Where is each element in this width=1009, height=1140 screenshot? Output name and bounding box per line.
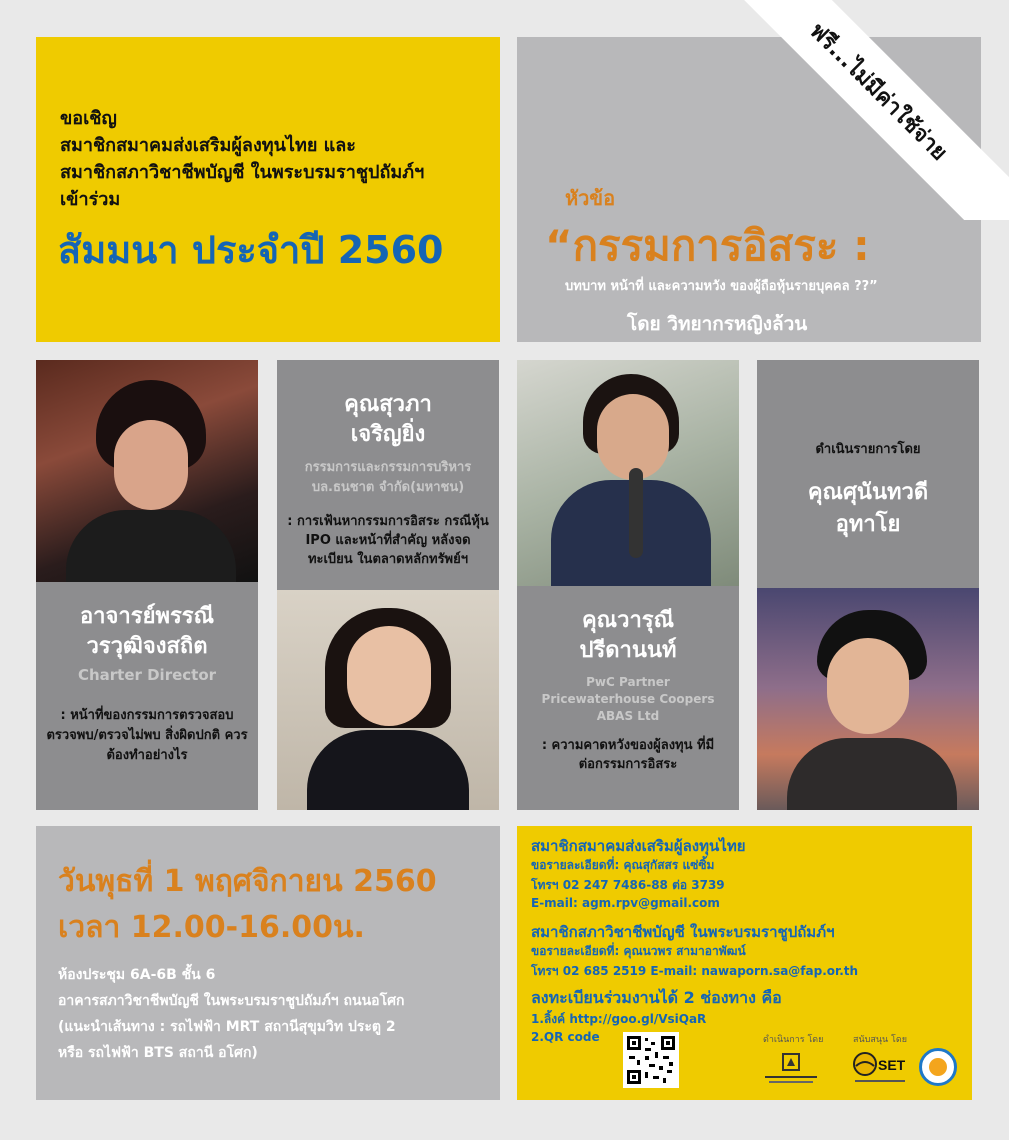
invite-line-4: เข้าร่วม [60, 189, 121, 210]
org1-email[interactable]: E-mail: agm.rpv@gmail.com [531, 896, 720, 910]
speaker-2-role-2: บล.ธนชาต จำกัด(มหาชน) [311, 480, 465, 495]
topic-label: หัวข้อ [565, 186, 616, 210]
speaker-1-role: Charter Director [77, 666, 217, 684]
event-date: วันพุธที่ 1 พฤศจิกายน 2560 [58, 864, 437, 899]
invitation-panel [36, 37, 500, 342]
register-title: ลงทะเบียนร่วมงานได้ 2 ช่องทาง คือ [531, 988, 782, 1007]
moderator-body [787, 738, 957, 810]
speaker-1-photo [36, 360, 258, 582]
speaker-3-role: PwC Partner Pricewaterhouse Coopers ABAS Ltd [541, 675, 715, 723]
speaker-2-face [347, 626, 431, 726]
speaker-2-panel [277, 360, 499, 612]
event-venue-2: อาคารสภาวิชาชีพบัญชี ในพระบรมราชูปถัมภ์ฯ ถนนอโศก [58, 993, 405, 1009]
org2-title: สมาชิกสภาวิชาชีพบัญชี ในพระบรมราชูปถัมภ์ฯ [531, 923, 835, 941]
speaker-1-topic: : หน้าที่ของกรรมการตรวจสอบ ตรวจพบ/ตรวจไม่พบ สิ่งผิดปกติ ควรต้องทำอย่างไร [46, 708, 248, 763]
register-qr-label: 2.QR code [531, 1030, 600, 1044]
org1-detail: ขอรายละเอียดที่: คุณสุกัสสร แซ่ซิ้ม [531, 858, 715, 872]
seminar-title: สัมมนา ประจำปี 2560 [58, 228, 444, 272]
speaker-3-name-1: คุณวารุณี [581, 608, 675, 633]
moderator-name-1: คุณศุนันทวดี [807, 480, 929, 505]
org2-phone[interactable]: โทรฯ 02 685 2519 E-mail: nawaporn.sa@fap.or.th [531, 964, 859, 978]
topic-by: โดย วิทยากรหญิงล้วน [627, 313, 808, 335]
speaker-3-microphone [629, 468, 643, 558]
qr-code-icon[interactable] [623, 1032, 679, 1088]
set-logo-text: SET [878, 1057, 906, 1073]
association-logo-inner [929, 1058, 947, 1076]
event-panel [36, 826, 500, 1100]
register-link[interactable]: 1.ลิ้งค์ http://goo.gl/VsiQaR [531, 1012, 707, 1026]
speaker-3-face [597, 394, 669, 480]
speaker-1-panel [36, 582, 258, 810]
qr-code-graphic [627, 1036, 675, 1084]
organizer-logo-graphic [761, 1052, 821, 1088]
organizer-label: ดำเนินการ โดย [763, 1035, 824, 1045]
org1-title: สมาชิกสมาคมส่งเสริมผู้ลงทุนไทย [531, 837, 746, 855]
set-logo-graphic [851, 1048, 909, 1088]
speaker-3-topic: : ความคาดหวังของผู้ลงทุน ที่มีต่อกรรมการอิสระ [541, 738, 715, 772]
contact-panel [517, 826, 972, 1100]
invite-line-2: สมาชิกสมาคมส่งเสริมผู้ลงทุนไทย และ [60, 135, 356, 156]
topic-subtitle: บทบาท หน้าที่ และความหวัง ของผู้ถือหุ้นรายบุคคล ??” [565, 279, 878, 294]
set-logo [851, 1048, 909, 1088]
speaker-2-name-2: เจริญยิ่ง [350, 422, 426, 447]
moderator-photo [757, 588, 979, 810]
event-venue-1: ห้องประชุม 6A-6B ชั้น 6 [58, 967, 216, 983]
speaker-1-body [66, 510, 236, 582]
speaker-3-name-2: ปรีดานนท์ [579, 638, 677, 663]
moderator-label: ดำเนินรายการโดย [815, 442, 921, 457]
speaker-2-role-1: กรรมการและกรรมการบริหาร [304, 460, 472, 475]
sponsor-label: สนับสนุน โดย [853, 1035, 907, 1045]
event-time: เวลา 12.00-16.00น. [58, 910, 365, 945]
invite-line-3: สมาชิกสภาวิชาชีพบัญชี ในพระบรมราชูปถัมภ์ฯ [60, 162, 425, 183]
speaker-3-photo [517, 360, 739, 586]
speaker-3-panel [517, 586, 739, 810]
moderator-panel [757, 360, 979, 588]
speaker-1-name-1: อาจารย์พรรณี [79, 604, 215, 629]
org2-detail: ขอรายละเอียดที่: คุณนวพร สามาอาพัฒน์ [531, 944, 746, 958]
speaker-1-name-2: วรวุฒิจงสถิต [86, 634, 208, 659]
speaker-2-topic: : การเฟ้นหากรรมการอิสระ กรณีหุ้น IPO และหน้าที่สำคัญ หลังจดทะเบียน ในตลาดหลักทรัพย์ฯ [287, 514, 489, 567]
invite-line-1: ขอเชิญ [60, 108, 117, 129]
ribbon-wrap [700, 0, 1009, 220]
org1-phone: โทรฯ 02 247 7486-88 ต่อ 3739 [531, 878, 725, 892]
speaker-2-name-1: คุณสุวภา [344, 392, 432, 417]
free-ribbon: ฟรี...ไม่มีค่าใช้จ่าย [723, 0, 1009, 220]
moderator-face [827, 638, 909, 734]
speaker-1-face [114, 420, 188, 510]
event-venue-3: (แนะนำเส้นทาง : รถไฟฟ้า MRT สถานีสุขุมวิท ประตู 2 [58, 1019, 396, 1035]
speaker-2-photo [277, 590, 499, 810]
speaker-2-body [307, 730, 469, 810]
association-logo-icon [919, 1048, 957, 1086]
organizer-logo [761, 1052, 821, 1088]
moderator-name-2: อุทาโย [835, 512, 901, 537]
topic-title: “กรรมการอิสระ : [545, 221, 870, 270]
event-venue-4: หรือ รถไฟฟ้า BTS สถานี อโศก) [58, 1045, 258, 1061]
